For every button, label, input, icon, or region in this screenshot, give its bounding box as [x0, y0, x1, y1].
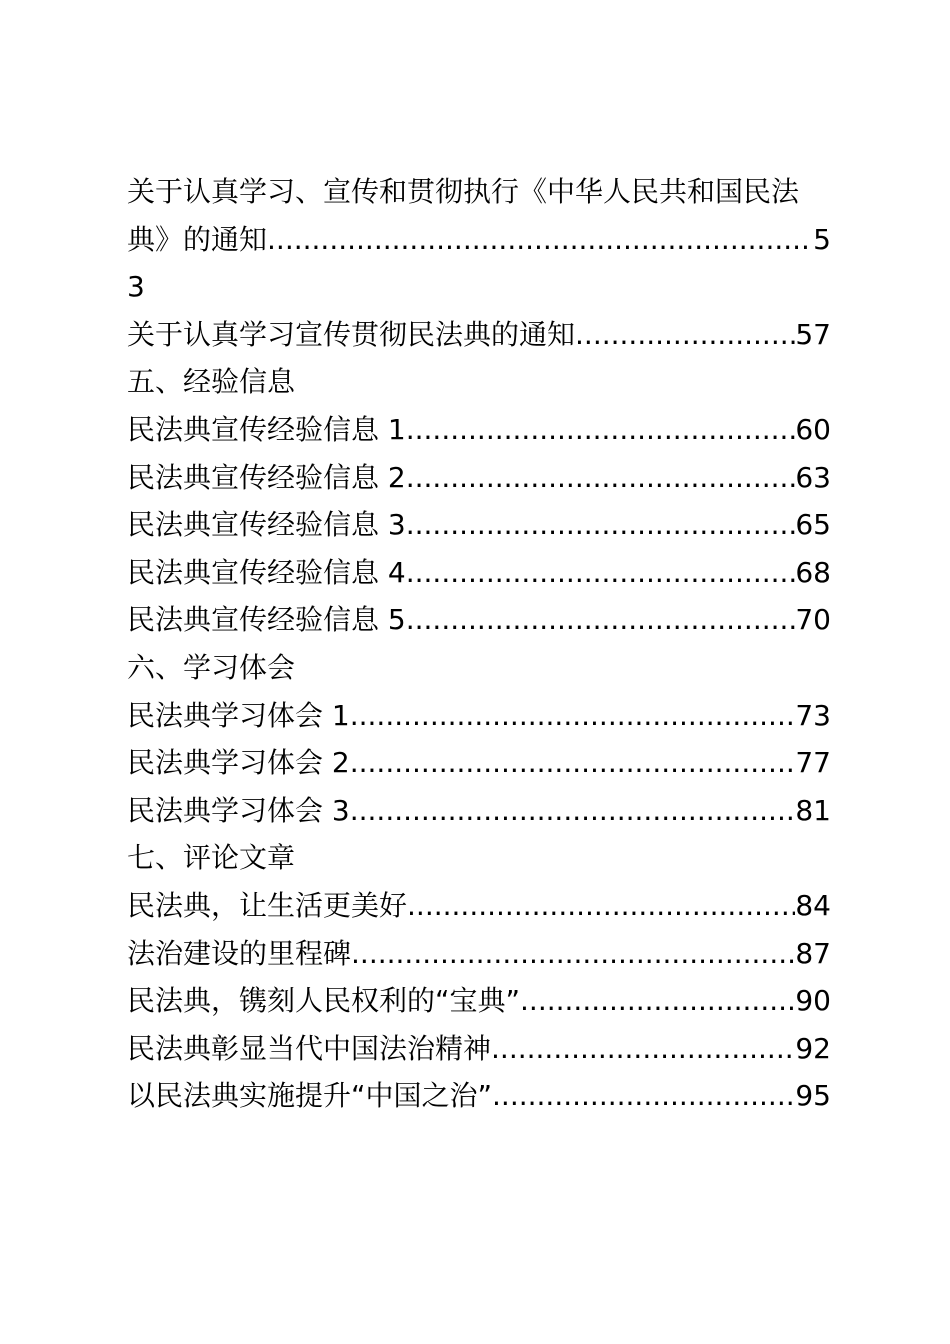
toc-entry-title: 民法典宣传经验信息 5: [127, 603, 406, 637]
toc-entry[interactable]: [127, 549, 831, 597]
toc-entry[interactable]: [127, 977, 831, 1025]
toc-page-number: 92: [795, 1031, 831, 1065]
toc-entry[interactable]: [127, 1025, 831, 1073]
toc-entry[interactable]: [127, 930, 831, 978]
section-heading: 五、经验信息: [127, 365, 296, 399]
toc-page-number: 70: [795, 603, 831, 637]
dot-leader: [406, 501, 796, 549]
toc-entry-title: 民法典学习体会 1: [127, 698, 350, 732]
toc-page-number: 90: [795, 984, 831, 1018]
dot-leader: [351, 930, 795, 978]
toc-entry-title: 民法典宣传经验信息 4: [127, 555, 406, 589]
section-heading: 六、学习体会: [127, 650, 296, 684]
toc-entry-title: 民法典宣传经验信息 1: [127, 412, 406, 446]
dot-leader: [575, 311, 795, 359]
dot-leader: [406, 454, 796, 502]
toc-entry-line: [127, 263, 831, 311]
toc-entry-title: 关于认真学习宣传贯彻民法典的通知: [127, 317, 576, 351]
toc-entry[interactable]: [127, 406, 831, 454]
toc-entry-line[interactable]: [127, 168, 831, 216]
toc-entry[interactable]: [127, 739, 831, 787]
toc-page-number: 77: [795, 746, 831, 780]
toc-entry-title: 民法典学习体会 2: [127, 746, 350, 780]
dot-leader: [491, 1025, 795, 1073]
toc-entry[interactable]: [127, 454, 831, 502]
toc-entry[interactable]: [127, 501, 831, 549]
dot-leader: [520, 977, 795, 1025]
toc-entry-title: 民法典彰显当代中国法治精神: [127, 1031, 492, 1065]
table-of-contents: [127, 168, 831, 1120]
dot-leader: [406, 596, 796, 644]
toc-entry[interactable]: [127, 882, 831, 930]
toc-entry-title: 民法典宣传经验信息 3: [127, 508, 406, 542]
toc-entry-title: 关于认真学习、宣传和贯彻执行《中华人民共和国民法: [127, 175, 800, 208]
dot-leader: [350, 739, 796, 787]
toc-page-number: 3: [127, 270, 145, 304]
toc-entry[interactable]: [127, 596, 831, 644]
toc-entry-title: 民法典宣传经验信息 2: [127, 460, 406, 494]
toc-page-number: 63: [795, 460, 831, 494]
dot-leader: [407, 882, 795, 930]
toc-page-number: 65: [795, 508, 831, 542]
toc-entry-title: 以民法典实施提升“中国之治”: [127, 1079, 493, 1113]
toc-entry[interactable]: [127, 311, 831, 359]
dot-leader: [267, 216, 813, 264]
toc-page-number: 73: [795, 698, 831, 732]
toc-entry-title: 民法典，镌刻人民权利的“宝典”: [127, 984, 521, 1018]
toc-entry[interactable]: [127, 692, 831, 740]
toc-page-number: 57: [795, 317, 831, 351]
toc-entry-title: 法治建设的里程碑: [127, 936, 352, 970]
toc-page-number: 84: [795, 888, 831, 922]
toc-page-number: 81: [795, 793, 831, 827]
toc-page-number: 87: [795, 936, 831, 970]
toc-entry-title: 民法典学习体会 3: [127, 793, 350, 827]
toc-page-number: 60: [795, 412, 831, 446]
section-heading: 七、评论文章: [127, 841, 296, 875]
toc-entry-line[interactable]: [127, 216, 831, 264]
toc-entry-title: 民法典，让生活更美好: [127, 888, 408, 922]
toc-page-number: 68: [795, 555, 831, 589]
toc-page-number: 95: [795, 1079, 831, 1113]
dot-leader: [350, 692, 796, 740]
dot-leader: [492, 1072, 795, 1120]
toc-entry-title: 典》的通知: [127, 222, 268, 256]
dot-leader: [406, 406, 796, 454]
toc-entry[interactable]: [127, 787, 831, 835]
toc-entry[interactable]: [127, 1072, 831, 1120]
toc-page-number: 5: [813, 222, 831, 256]
dot-leader: [350, 787, 796, 835]
dot-leader: [406, 549, 796, 597]
